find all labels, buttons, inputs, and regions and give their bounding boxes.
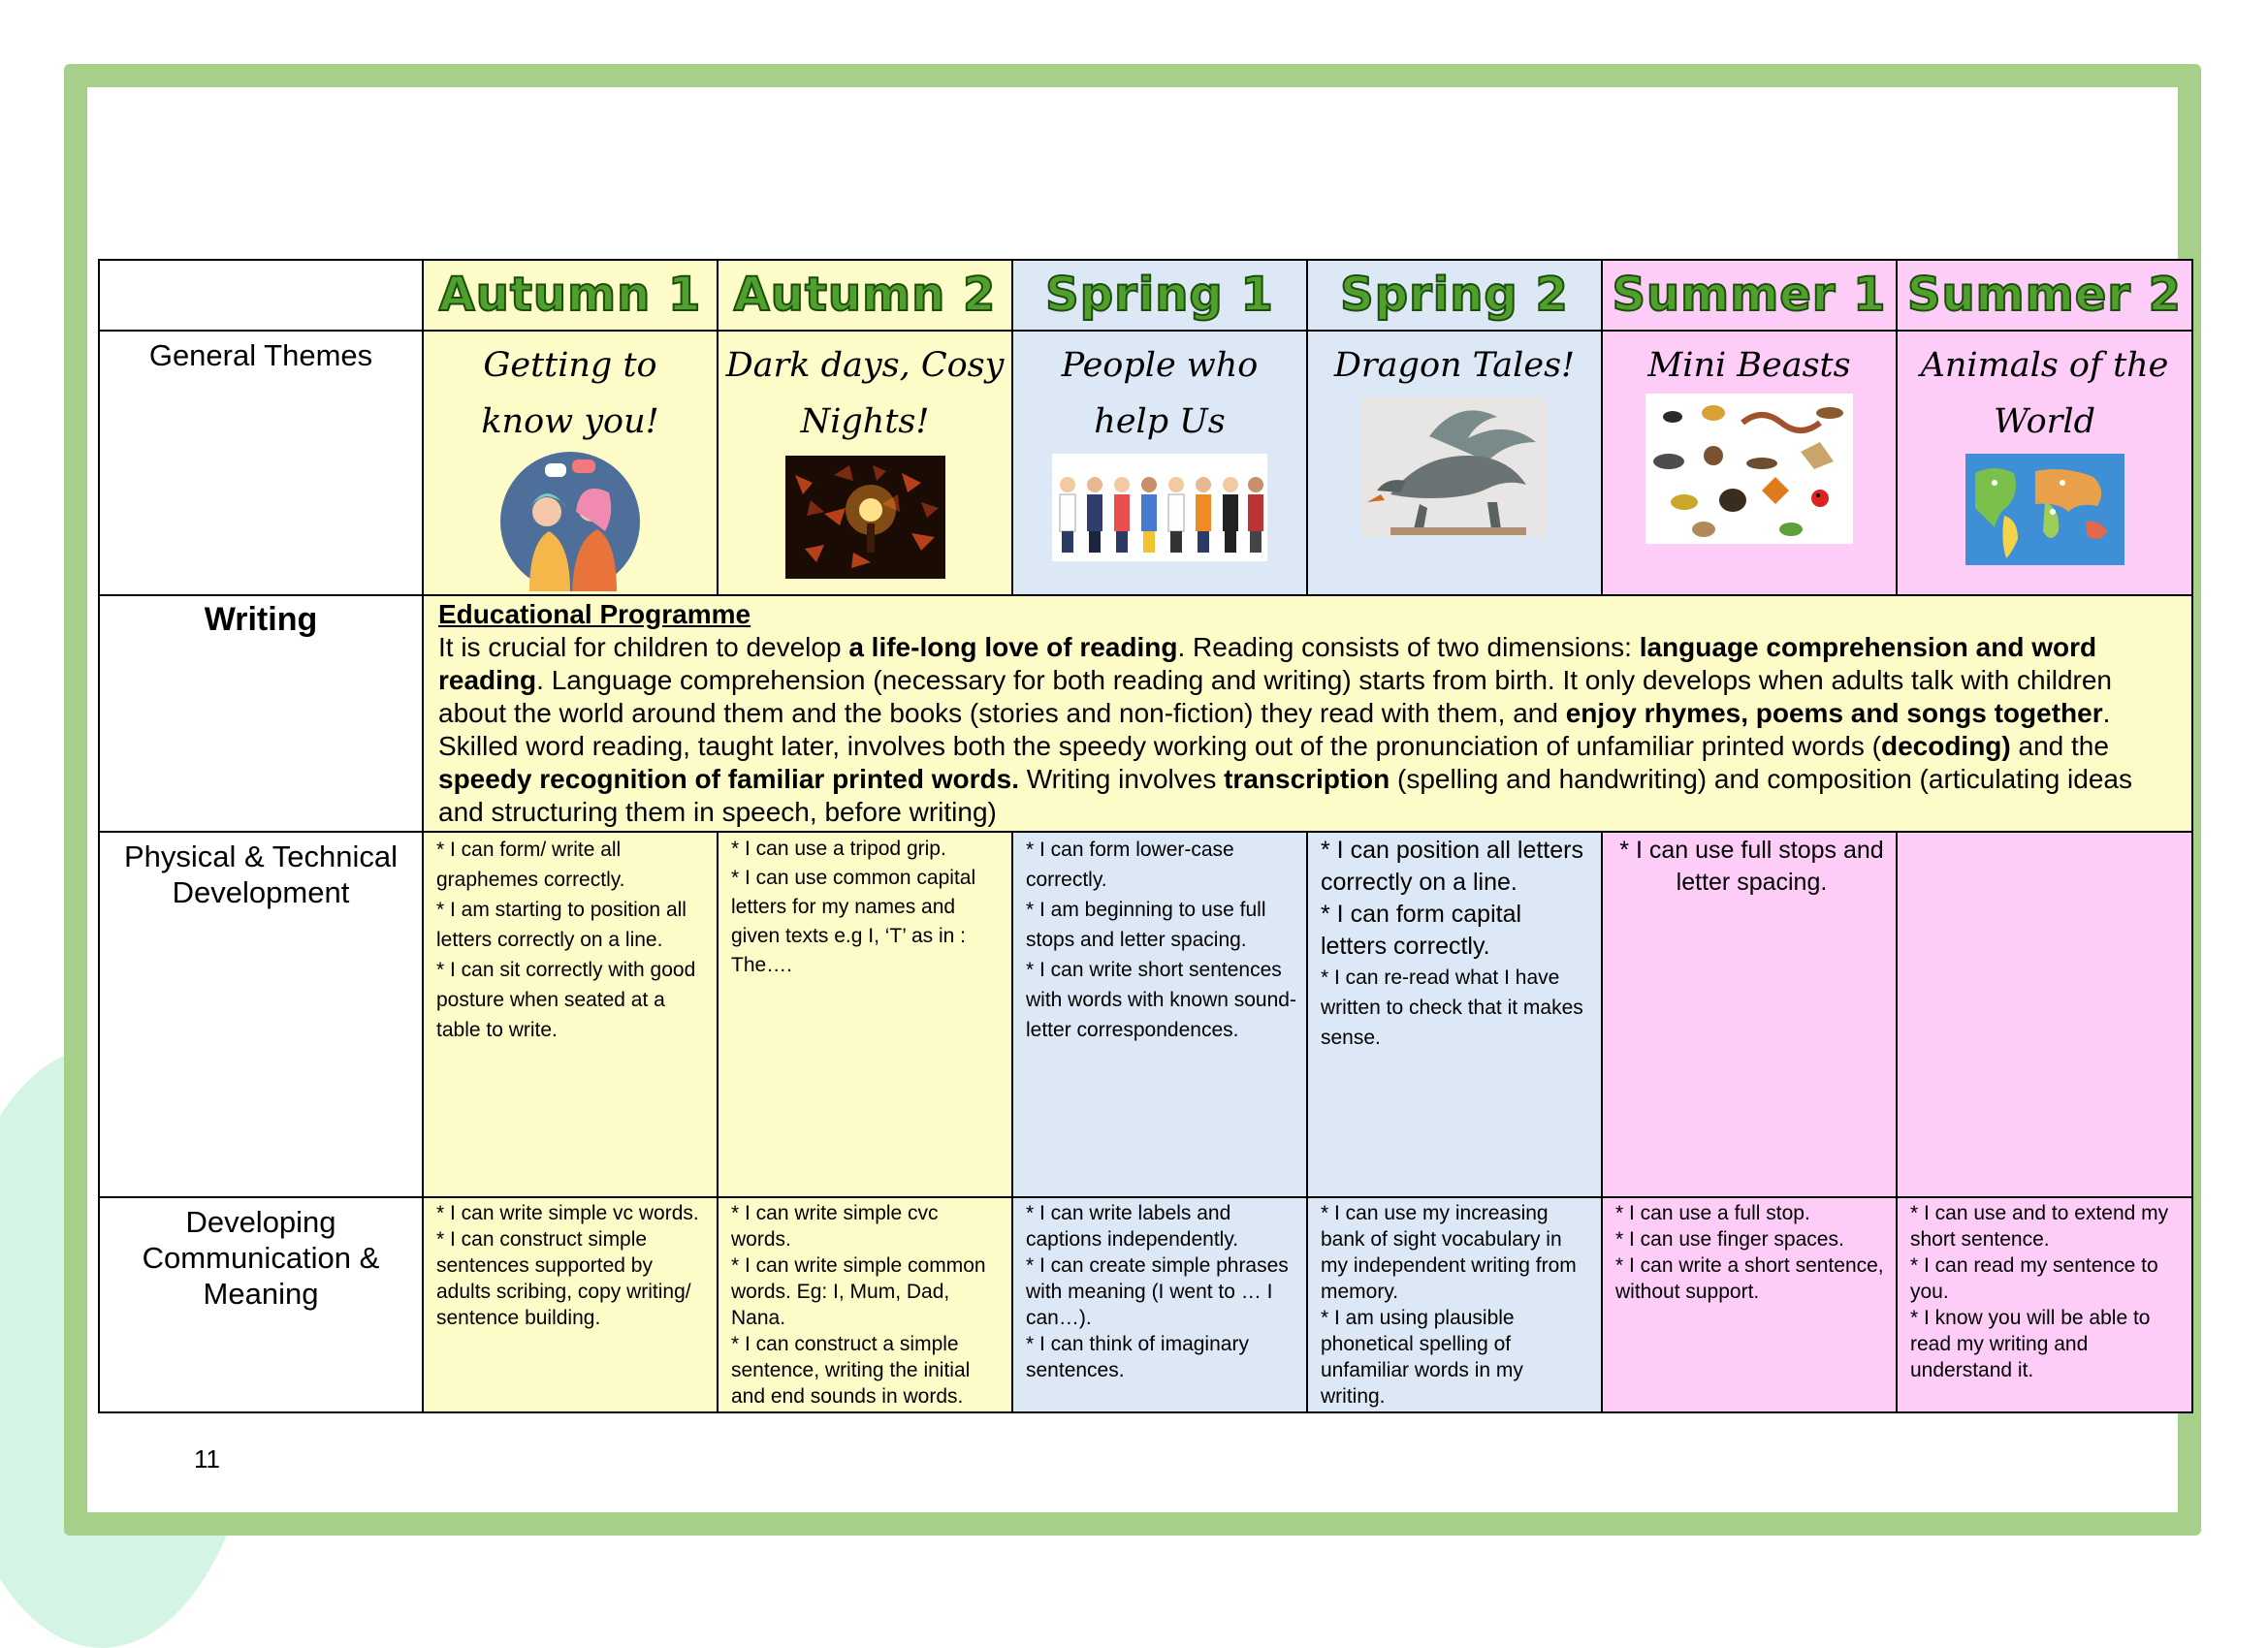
community-helpers-illustration	[1052, 454, 1267, 561]
communication-autumn-1	[423, 1197, 718, 1412]
theme-title: Getting to	[483, 345, 657, 385]
objective-item: * I can write simple vc words.	[436, 1201, 699, 1224]
season-summer-2: Summer 2	[1897, 260, 2192, 331]
communication-meaning-row	[99, 1197, 2192, 1412]
theme-autumn-2	[718, 331, 1012, 595]
objective-item: * I can think of imaginary sentences.	[1026, 1332, 1249, 1381]
communication-summer-2	[1897, 1197, 2192, 1412]
season-summer-1: Summer 1	[1602, 260, 1897, 331]
objective-item: * I can use full stops and letter spacing.	[1619, 837, 1884, 897]
communication-autumn-2	[718, 1197, 1012, 1412]
educational-programme-text: It is crucial for children to develop a life-long love of reading. Reading consists of two dimensions: language comprehension and word reading. Language comprehension (necessary for both reading and writing) starts from birth. It only develops when adults talk with children about the world around them and the books (stories and non-fiction) they read with them, and enjoy rhymes, poems and songs together. Skilled word reading, taught later, involves both the speedy working out of the pronunciation of unfamiliar printed words (decoding) and the speedy recognition of familiar printed words. Writing involves transcription (spelling and handwriting) and composition (articulating ideas and structuring them in speech, before writing)	[438, 631, 2132, 827]
objective-item: * I can write short sentences with words with known sound-letter correspondences.	[1026, 959, 1296, 1042]
lantern-in-dark-leaves-photo	[785, 456, 945, 579]
objective-item: * I am beginning to use full stops and letter spacing.	[1026, 899, 1266, 952]
season-header-row	[99, 260, 2192, 331]
objective-item: * I can create simple phrases with meaning (I went to … I can…).	[1026, 1253, 1289, 1329]
educational-programme-heading: Educational Programme	[438, 598, 751, 629]
writing-label: Writing	[99, 595, 423, 833]
theme-title: Dark days, Cosy	[725, 345, 1005, 385]
theme-title: People who	[1061, 345, 1259, 385]
objective-item: * I can write labels and captions independently.	[1026, 1201, 1239, 1251]
physical-autumn-1	[423, 832, 718, 1196]
theme-title: know you!	[481, 401, 659, 441]
theme-title: Animals of the	[1920, 345, 2169, 385]
season-spring-1: Spring 1	[1012, 260, 1307, 331]
objective-item: * I can use my increasing bank of sight vocabulary in my independent writing from memory.	[1321, 1201, 1577, 1303]
season-autumn-2: Autumn 2	[718, 260, 1012, 331]
educational-programme-cell	[423, 595, 2192, 833]
objective-item: * I can use a full stop.	[1615, 1201, 1810, 1224]
season-spring-2: Spring 2	[1307, 260, 1602, 331]
theme-summer-2	[1897, 331, 2192, 595]
theme-title: World	[1994, 401, 2095, 441]
theme-title: Dragon Tales!	[1333, 345, 1576, 385]
insects-collage	[1645, 394, 1853, 544]
physical-autumn-2	[718, 832, 1012, 1196]
objective-item: * I can write simple cvc words.	[731, 1201, 939, 1251]
general-themes-row	[99, 331, 2192, 595]
objective-item: * I can write a short sentence, without support.	[1615, 1253, 1884, 1303]
theme-summer-1	[1602, 331, 1897, 595]
objective-item: * I can use and to extend my short sentence.	[1910, 1201, 2169, 1251]
season-autumn-1: Autumn 1	[423, 260, 718, 331]
objective-item: * I know you will be able to read my writing and understand it.	[1910, 1306, 2151, 1381]
objective-item: * I can use common capital letters for my names and given texts e.g I, ‘T’ as in : The….	[731, 867, 976, 977]
physical-summer-2	[1897, 832, 2192, 1196]
objective-item: * I can use a tripod grip.	[731, 838, 946, 861]
objective-item: * I can construct a simple sentence, writing the initial and end sounds in words.	[731, 1332, 971, 1408]
page-number: 11	[194, 1444, 220, 1474]
objective-item: * I can construct simple sentences supported by adults scribing, copy writing/ sentence building.	[436, 1227, 691, 1329]
theme-autumn-1	[423, 331, 718, 595]
objective-item: * I am starting to position all letters correctly on a line.	[436, 899, 687, 952]
objective-item: * I can position all letters correctly on a line.	[1321, 837, 1583, 897]
communication-spring-1	[1012, 1197, 1307, 1412]
writing-row	[99, 595, 2192, 833]
objective-item: * I can read my sentence to you.	[1910, 1253, 2158, 1303]
theme-spring-2	[1307, 331, 1602, 595]
general-themes-label: General Themes	[99, 331, 423, 595]
communication-summer-1	[1602, 1197, 1897, 1412]
header-corner-cell	[99, 260, 423, 331]
theme-spring-1	[1012, 331, 1307, 595]
objective-item: * I can re-read what I have written to check that it makes sense.	[1321, 967, 1583, 1050]
theme-title: Mini Beasts	[1647, 345, 1851, 385]
dragon-sculpture-photo	[1361, 397, 1548, 537]
objective-item: * I can write simple common words. Eg: I, Mum, Dad, Nana.	[731, 1253, 986, 1329]
two-people-talking-illustration	[500, 452, 640, 591]
objective-item: * I can form/ write all graphemes correctly.	[436, 839, 625, 892]
objective-item: * I am using plausible phonetical spelling of unfamiliar words in my writing.	[1321, 1306, 1523, 1408]
objective-item: * I can form capital letters correctly.	[1321, 901, 1522, 961]
objective-item: * I can form lower-case correctly.	[1026, 839, 1234, 892]
physical-summer-1	[1602, 832, 1897, 1196]
physical-technical-row	[99, 832, 2192, 1196]
physical-spring-1	[1012, 832, 1307, 1196]
communication-meaning-label: Developing Communication & Meaning	[99, 1197, 423, 1412]
theme-title: help Us	[1094, 401, 1226, 441]
communication-spring-2	[1307, 1197, 1602, 1412]
objective-item: * I can use finger spaces.	[1615, 1227, 1844, 1251]
objective-item: * I can sit correctly with good posture when seated at a table to write.	[436, 959, 696, 1042]
theme-title: Nights!	[800, 401, 930, 441]
illustrated-world-map	[1965, 454, 2124, 565]
physical-technical-label: Physical & Technical Development	[99, 832, 423, 1196]
physical-spring-2	[1307, 832, 1602, 1196]
curriculum-table	[98, 259, 2193, 1413]
